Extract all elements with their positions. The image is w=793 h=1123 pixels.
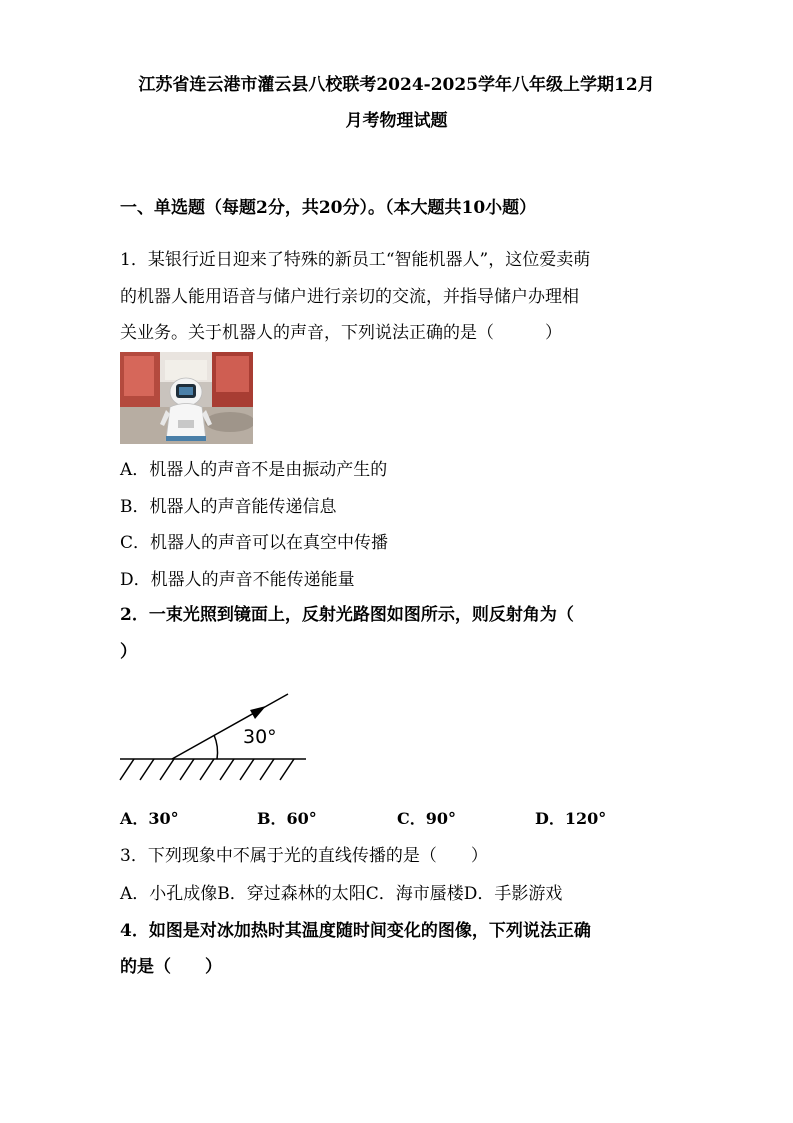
question-2-text-line1: 2．一束光照到镜面上，反射光路图如图所示，则反射角为（ [120, 605, 574, 625]
question-1-option-d: D．机器人的声音不能传递能量 [120, 570, 355, 590]
question-1-text-line3: 关业务。关于机器人的声音，下列说法正确的是（ ） [120, 323, 562, 343]
question-1-option-b: B．机器人的声音能传递信息 [120, 497, 337, 517]
question-2-text-line2: ） [120, 642, 137, 662]
question-1-option-c: C．机器人的声音可以在真空中传播 [120, 533, 389, 553]
question-2-option-b: B．60° [257, 809, 317, 828]
angle-label: 30° [243, 726, 277, 748]
question-2-option-c: C．90° [397, 809, 457, 828]
question-1-text-line2: 的机器人能用语音与储户进行亲切的交流，并指导储户办理相 [120, 287, 579, 307]
question-2-option-d: D．120° [535, 809, 607, 828]
section-heading: 一、单选题（每题2分，共20分）。（本大题共10小题） [120, 198, 537, 218]
document-title-line2: 月考物理试题 [345, 111, 448, 131]
question-4-text-line2: 的是（ ） [120, 957, 222, 977]
robot-photo [120, 352, 253, 444]
question-3-options: A．小孔成像B．穿过森林的太阳C．海市蜃楼D．手影游戏 [120, 884, 563, 904]
question-1-option-a: A．机器人的声音不是由振动产生的 [120, 460, 388, 480]
document-title-line1: 江苏省连云港市灌云县八校联考2024-2025学年八年级上学期12月 [138, 75, 655, 95]
question-1-text-line1: 1．某银行近日迎来了特殊的新员工“智能机器人”，这位爱卖萌 [120, 250, 591, 270]
question-2-option-a: A．30° [120, 809, 179, 828]
reflection-diagram [118, 688, 310, 788]
question-3-text: 3．下列现象中不属于光的直线传播的是（ ） [120, 846, 488, 866]
question-4-text-line1: 4．如图是对冰加热时其温度随时间变化的图像，下列说法正确 [120, 921, 591, 941]
